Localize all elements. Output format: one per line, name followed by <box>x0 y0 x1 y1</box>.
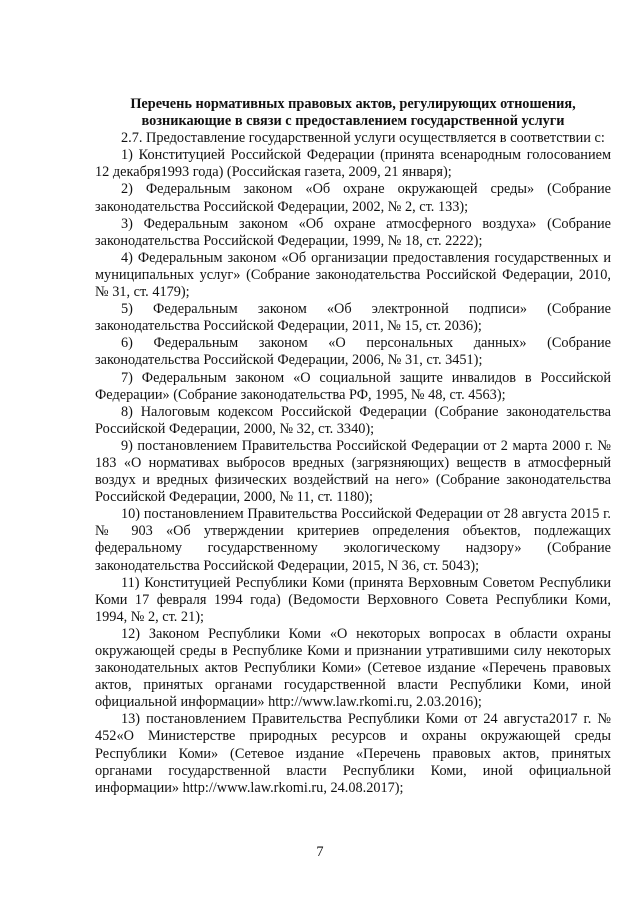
document-body <box>95 96 611 797</box>
list-item-13: 13) постановлением Правительства Республики Коми от 24 августа2017 г. № 452«О Министерстве природных ресурсов и охраны окружающей среды Республики Коми» (Сетевое издание «Перечень правовых актов, принятых органами государственной власти Республики Коми, иной официальной информации» http://www.law.rkomi.ru, 24.08.2017); <box>95 711 611 796</box>
list-item-9: 9) постановлением Правительства Российской Федерации от 2 марта 2000 г. № 183 «О нормативах выбросов вредных (загрязняющих) веществ в атмосферный воздух и вредных физических воздействий на него» (Собрание законодательства Российской Федерации, 2000, № 11, ст. 1180); <box>95 437 611 506</box>
paragraph-2-7: 2.7. Предоставление государственной услуги осуществляется в соответствии с: <box>121 130 605 147</box>
page-number: 7 <box>316 844 324 860</box>
list-item-7: 7) Федеральным законом «О социальной защите инвалидов в Российской Федерации» (Собрание законодательства РФ, 1995, № 48, ст. 4563); <box>95 369 611 403</box>
document-title-line-1: Перечень нормативных правовых актов, регулирующих отношения, <box>130 96 576 112</box>
list-item-1: 1) Конституцией Российской Федерации (принята всенародным голосованием 12 декабря1993 года) (Российская газета, 2009, 21 января); <box>95 147 611 181</box>
list-item-2: 2) Федеральным законом «Об охране окружающей среды» (Собрание законодательства Российской Федерации, 2002, № 2, ст. 133); <box>95 181 611 215</box>
list-item-4: 4) Федеральным законом «Об организации предоставления государственных и муниципальных услуг» (Собрание законодательства Российской Федерации, 2010, № 31, ст. 4179); <box>95 249 611 301</box>
list-item-8: 8) Налоговым кодексом Российской Федерации (Собрание законодательства Российской Федерации, 2000, № 32, ст. 3340); <box>95 403 611 437</box>
list-item-3: 3) Федеральным законом «Об охране атмосферного воздуха» (Собрание законодательства Российской Федерации, 1999, № 18, ст. 2222); <box>95 215 611 249</box>
document-title-line-2: возникающие в связи с предоставлением государственной услуги <box>141 113 565 130</box>
list-item-10: 10) постановлением Правительства Российской Федерации от 28 августа 2015 г. № 903 «Об утверждении критериев определения объектов, подлежащих федеральному государственному экологическому надзору» (Собрание законодательства Российской Федерации, 2015, N 36, ст. 5043); <box>95 506 611 574</box>
list-item-12: 12) Законом Республики Коми «О некоторых вопросах в области охраны окружающей среды в Республике Коми и признании утратившими силу некоторых законодательных актов Республики Коми» (Сетевое издание «Перечень правовых актов, принятых органами государственной власти Республики Коми, иной официальной информации» http://www.law.rkomi.ru, 2.03.2016); <box>95 625 611 711</box>
list-item-5: 5) Федеральным законом «Об электронной подписи» (Собрание законодательства Российской Федерации, 2011, № 15, ст. 2036); <box>95 301 611 335</box>
document-title <box>95 96 611 130</box>
list-item-6: 6) Федеральным законом «О персональных данных» (Собрание законодательства Российской Федерации, 2006, № 31, ст. 3451); <box>95 335 611 369</box>
list-item-11: 11) Конституцией Республики Коми (принята Верховным Советом Республики Коми 17 февраля 1994 года) (Ведомости Верховного Совета Республики Коми, 1994, № 2, ст. 21); <box>95 574 611 625</box>
